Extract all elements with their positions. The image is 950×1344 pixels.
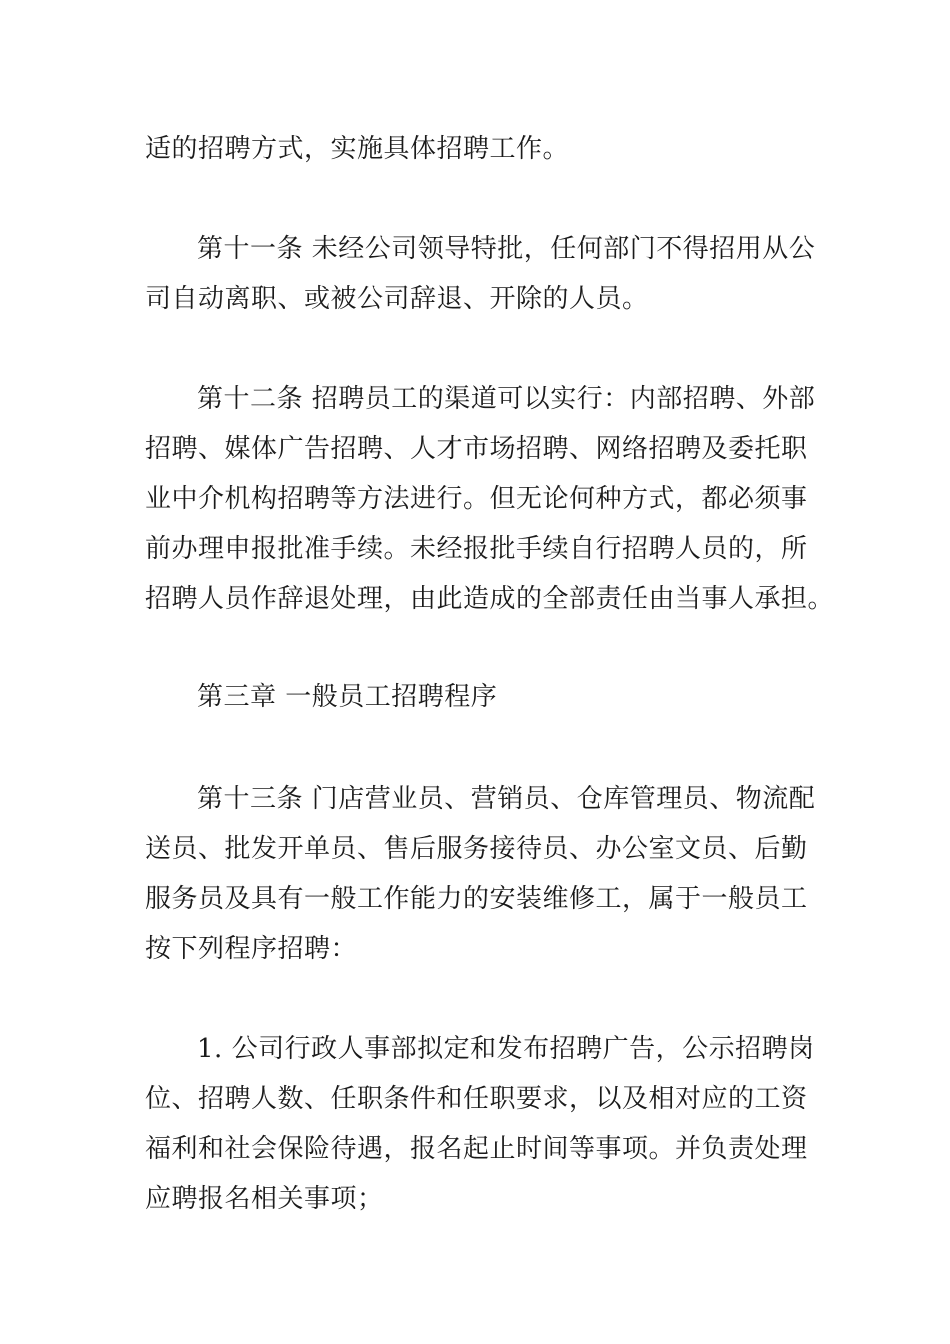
text-line: 第三章 一般员工招聘程序 (197, 682, 498, 712)
text-line: 招聘、媒体广告招聘、人才市场招聘、网络招聘及委托职 (145, 434, 808, 464)
paragraph-article-11 (145, 224, 816, 324)
text-line: 1. 公司行政人事部拟定和发布招聘广告，公示招聘岗 (197, 1034, 815, 1064)
paragraph-item-1 (145, 1024, 815, 1224)
text-line: 适的招聘方式，实施具体招聘工作。 (145, 134, 570, 164)
text-line: 应聘报名相关事项； (145, 1184, 384, 1214)
text-line: 福利和社会保险待遇，报名起止时间等事项。并负责处理 (145, 1134, 808, 1164)
text-line: 第十三条 门店营业员、营销员、仓库管理员、物流配 (197, 784, 816, 814)
text-line: 司自动离职、或被公司辞退、开除的人员。 (145, 284, 649, 314)
text-line: 位、招聘人数、任职条件和任职要求，以及相对应的工资 (145, 1084, 808, 1114)
text-line: 服务员及具有一般工作能力的安装维修工，属于一般员工 (145, 884, 808, 914)
text-line: 招聘人员作辞退处理，由此造成的全部责任由当事人承担。 (145, 584, 835, 614)
text-line: 业中介机构招聘等方法进行。但无论何种方式，都必须事 (145, 484, 808, 514)
paragraph-article-13 (145, 774, 816, 974)
text-line: 前办理申报批准手续。未经报批手续自行招聘人员的，所 (145, 534, 808, 564)
chapter-heading (145, 672, 810, 722)
text-line: 第十一条 未经公司领导特批，任何部门不得招用从公 (197, 234, 816, 264)
text-line: 送员、批发开单员、售后服务接待员、办公室文员、后勤 (145, 834, 808, 864)
paragraph-article-12 (145, 374, 835, 624)
text-line: 第十二条 招聘员工的渠道可以实行：内部招聘、外部 (197, 384, 816, 414)
text-line: 按下列程序招聘： (145, 934, 358, 964)
paragraph-continuation (145, 124, 810, 174)
